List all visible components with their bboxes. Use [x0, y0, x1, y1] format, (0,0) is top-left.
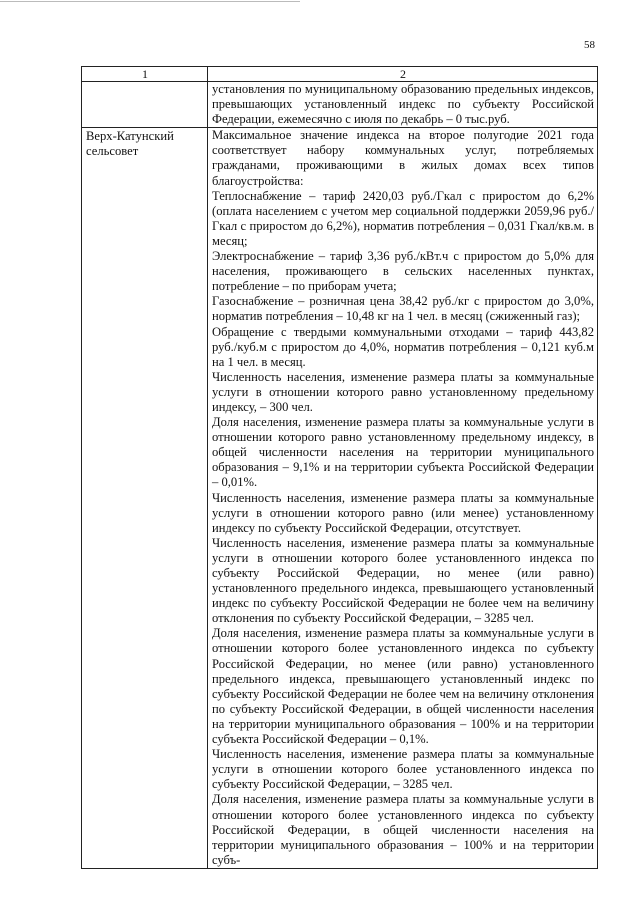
table-header-row [82, 67, 598, 82]
paragraph: Доля населения, изменение размера платы за коммунальные услуги в отношении которого более установленного индекса по субъекту Российской Федерации, в общей численности населения на территории муниципального образования – 100% и на территории субъ- [212, 792, 594, 867]
paragraph: Обращение с твердыми коммунальными отходами – тариф 443,82 руб./куб.м с приростом до 4,0%, норматив потребления – 0,121 куб.м на 1 чел. в месяц. [212, 324, 594, 369]
document-table [81, 66, 598, 869]
continuation-paragraph: установления по муниципальному образованию предельных индексов, превышающих установленный индекс по субъекту Российской Федерации, ежемесячно с июля по декабрь – 0 тыс.руб. [212, 82, 594, 127]
paragraph: Доля населения, изменение размера платы за коммунальные услуги в отношении которого более установленного индекса по субъекту Российской Федерации, но менее (или равно) установленного предельного индекса, превышающего установленный индекс по субъекту Российской Федерации не более чем на величину отклонения по субъекту Российской Федерации, в общей численности населения на территории муниципального образования – 100% и на территории субъекта Российской Федерации – 0,1%. [212, 626, 594, 747]
scan-edge-line [0, 1, 300, 2]
paragraph: Газоснабжение – розничная цена 38,42 руб./кг с приростом до 3,0%, норматив потребления – 10,48 кг на 1 чел. в месяц (сжиженный газ); [212, 294, 594, 324]
table-row-continuation [82, 82, 598, 128]
paragraph: Теплоснабжение – тариф 2420,03 руб./Гкал с приростом до 6,2% (оплата населением с учетом мер социальной поддержки 2059,96 руб./Гкал с приростом до 6,2%), норматив потребления – 0,031 Гкал/кв.м. в месяц; [212, 188, 594, 248]
paragraph: Численность населения, изменение размера платы за коммунальные услуги в отношении которого более установленного индекса по субъекту Российской Федерации, но менее (или равно) установленного предельного индекса, превышающего установленный индекс по субъекту Российской Федерации не более чем на величину отклонения по субъекту Российской Федерации, – 3285 чел. [212, 535, 594, 626]
continuation-text-cell [208, 82, 598, 128]
page-number: 58 [584, 39, 595, 51]
column-header-2: 2 [208, 67, 598, 82]
region-name: Верх-Катунский сельсовет [86, 129, 174, 159]
paragraph: Численность населения, изменение размера платы за коммунальные услуги в отношении которого более установленного индекса по субъекту Российской Федерации, – 3285 чел. [212, 747, 594, 792]
paragraph: Численность населения, изменение размера платы за коммунальные услуги в отношении которого равно установленному предельному индексу, – 300 чел. [212, 369, 594, 414]
table-row-verkh-katunsky [82, 128, 598, 869]
paragraph: Максимальное значение индекса на второе полугодие 2021 года соответствует набору коммунальных услуг, потребляемых гражданами, проживающими в жилых домах всех типов благоустройства: [212, 128, 594, 188]
paragraph: Электроснабжение – тариф 3,36 руб./кВт.ч с приростом до 5,0% для населения, проживающего в сельских населенных пунктах, потребление – по приборам учета; [212, 249, 594, 294]
continuation-region-cell [82, 82, 208, 128]
region-cell [82, 128, 208, 869]
paragraph: Численность населения, изменение размера платы за коммунальные услуги в отношении которого равно (или менее) установленному индексу по субъекту Российской Федерации, отсутствует. [212, 490, 594, 535]
paragraph: Доля населения, изменение размера платы за коммунальные услуги в отношении которого равно установленному предельному индексу, в общей численности населения на территории муниципального образования – 9,1% и на территории субъекта Российской Федерации – 0,01%. [212, 415, 594, 490]
description-cell [208, 128, 598, 869]
column-header-1: 1 [82, 67, 208, 82]
